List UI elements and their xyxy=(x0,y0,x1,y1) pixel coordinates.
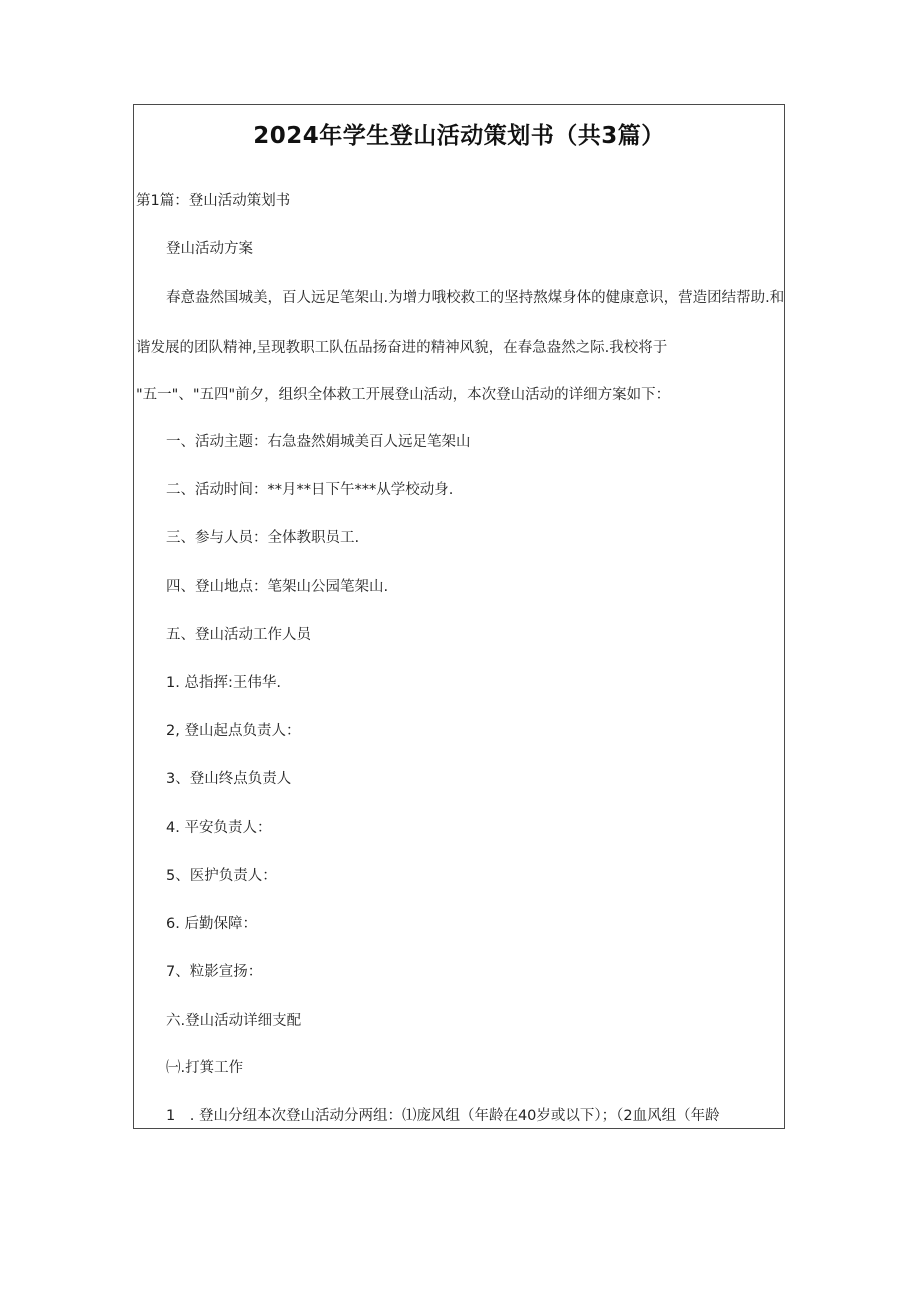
item-participants: 三、参与人员：全体教职员工. xyxy=(166,530,360,546)
staff-item-media: 7、粒影宣扬： xyxy=(166,964,263,980)
document-page xyxy=(133,104,785,1129)
paragraph-intro-line1: 春意盎然国城美，百人远足笔架山.为增力哦校救工的坚持熬煤身体的健康意识，营造团结帮助.和 xyxy=(166,290,785,306)
schedule-grouping-line: 1 . 登山分纽本次登山活动分两组：⑴庞风组（年龄在40岁或以下）；（2血风组（年龄 xyxy=(166,1108,720,1124)
staff-item-logistics: 6. 后勤保障： xyxy=(166,916,257,932)
item-location: 四、登山地点：笔架山公园笔架山. xyxy=(166,579,389,595)
staff-item-safety: 4. 平安负责人： xyxy=(166,820,272,836)
staff-item-finish: 3、登山终点负责人 xyxy=(166,771,292,787)
staff-item-medical: 5、医护负责人： xyxy=(166,868,277,884)
document-title: 2024年学生登山活动策划书（共3篇） xyxy=(253,123,665,149)
item-theme: 一、活动主题：右急盎然娟城美百人远足笔架山 xyxy=(166,434,471,450)
item-time: 二、活动时间：**月**日下午***从学校动身. xyxy=(166,482,454,498)
paragraph-plan-heading: 登山活动方案 xyxy=(166,241,253,257)
item-staff-heading: 五、登山活动工作人员 xyxy=(166,627,311,643)
staff-item-commander: 1. 总指挥:王伟华. xyxy=(166,675,281,691)
paragraph-intro-line2: 谐发展的团队精神,呈现教职工队伍品扬奋进的精神风貌，在春急盎然之际.我校将于 xyxy=(136,340,668,356)
schedule-sub-heading: ㈠.打箕工作 xyxy=(166,1060,244,1076)
paragraph-intro-line3: "五一"、"五四"前夕，组织全体救工开展登山活动，本次登山活动的详细方案如下： xyxy=(136,387,671,403)
section-heading-part1: 第1篇：登山活动策划书 xyxy=(136,193,291,209)
item-schedule-heading: 六.登山活动详细支配 xyxy=(166,1013,302,1029)
staff-item-start: 2, 登山起点负责人： xyxy=(166,723,301,739)
